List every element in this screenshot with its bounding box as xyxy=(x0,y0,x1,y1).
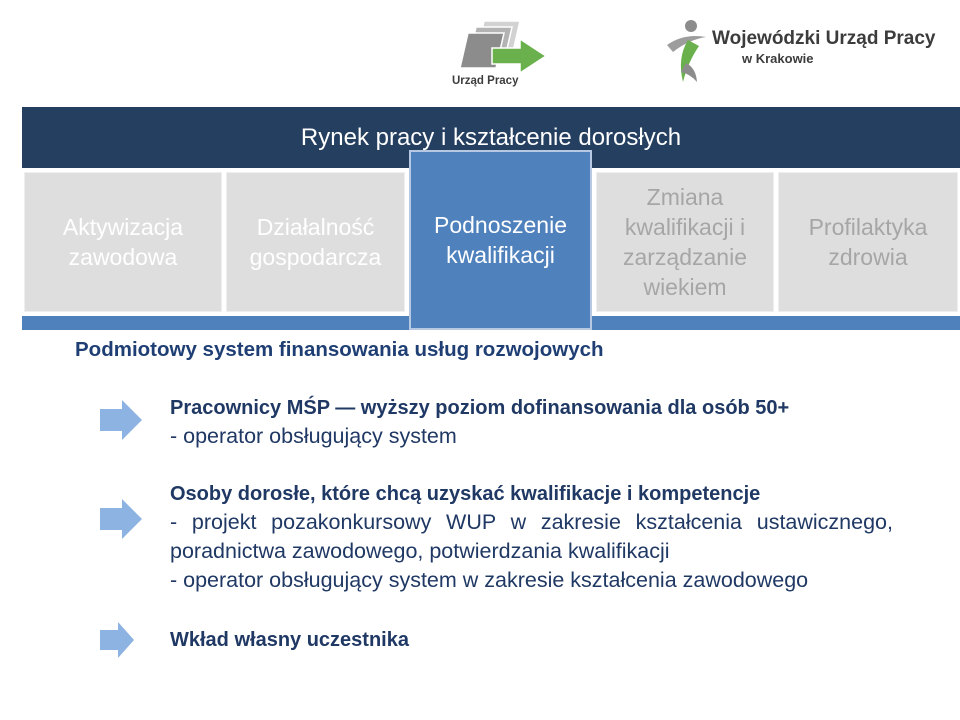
arrow-shape xyxy=(100,400,142,440)
tab-label xyxy=(63,212,183,272)
tab-label-line: wiekiem xyxy=(643,274,727,300)
tab-label xyxy=(623,182,747,302)
arrow-shape xyxy=(100,622,134,658)
slide-title: Rynek pracy i kształcenie dorosłych xyxy=(300,124,682,151)
tab-label-line: kwalifikacji i xyxy=(624,214,746,240)
list-item-text: - projekt pozakonkursowy WUP w zakresie kształcenia ustawicznego, xyxy=(170,510,893,534)
list-item-heading: Wkład własny uczestnika xyxy=(170,629,409,651)
list-item-text: - operator obsługujący system w zakresie kształcenia zawodowego xyxy=(170,568,809,592)
tab-dzialalnosc-gospodarcza[interactable] xyxy=(226,172,405,312)
wup-logo-name: Wojewódzki Urząd Pracy xyxy=(712,28,936,49)
tab-label xyxy=(250,212,382,272)
logo-head xyxy=(685,20,697,32)
urzad-pracy-logo xyxy=(446,18,552,90)
tab-label xyxy=(434,210,567,270)
tab-label-line: Aktywizacja xyxy=(62,214,184,240)
list-item-heading: Osoby dorosłe, które chcą uzyskać kwalifikacje i kompetencje xyxy=(170,483,761,505)
list-item-heading: Pracownicy MŚP — wyższy poziom dofinansowania dla osób 50+ xyxy=(170,397,790,419)
tab-label-line: gospodarcza xyxy=(249,244,382,270)
tab-label-line: Profilaktyka xyxy=(808,214,928,240)
tab-profilaktyka-zdrowia[interactable] xyxy=(778,172,958,312)
list-item-text: - operator obsługujący system xyxy=(170,424,457,448)
wup-figure-logo xyxy=(664,18,710,84)
tab-label-line: zdrowia xyxy=(828,244,908,270)
section-title: Podmiotowy system finansowania usług rozwojowych xyxy=(75,338,604,361)
tab-zmiana-kwalifikacji[interactable] xyxy=(596,172,774,312)
tab-podnoszenie-kwalifikacji[interactable] xyxy=(409,150,592,330)
tab-aktywizacja-zawodowa[interactable] xyxy=(24,172,222,312)
wup-logo-location: w Krakowie xyxy=(742,51,814,66)
arrow-right-icon xyxy=(100,400,142,440)
tab-label-line: zarządzanie xyxy=(622,244,748,270)
tab-label-line: Działalność xyxy=(256,214,375,240)
tab-label-line: Podnoszenie xyxy=(434,212,567,238)
tab-label-line: zawodowa xyxy=(68,244,178,270)
tab-label xyxy=(809,212,928,272)
list-item-text: poradnictwa zawodowego, potwierdzania kwalifikacji xyxy=(170,539,670,563)
tab-label-line: Zmiana xyxy=(646,184,724,210)
arrow-right-icon xyxy=(100,622,134,658)
urzad-pracy-logo-text: Urząd Pracy xyxy=(452,75,519,87)
arrow-shape xyxy=(100,499,142,539)
arrow-right-icon xyxy=(100,499,142,539)
tab-label-line: kwalifikacji xyxy=(446,242,555,268)
